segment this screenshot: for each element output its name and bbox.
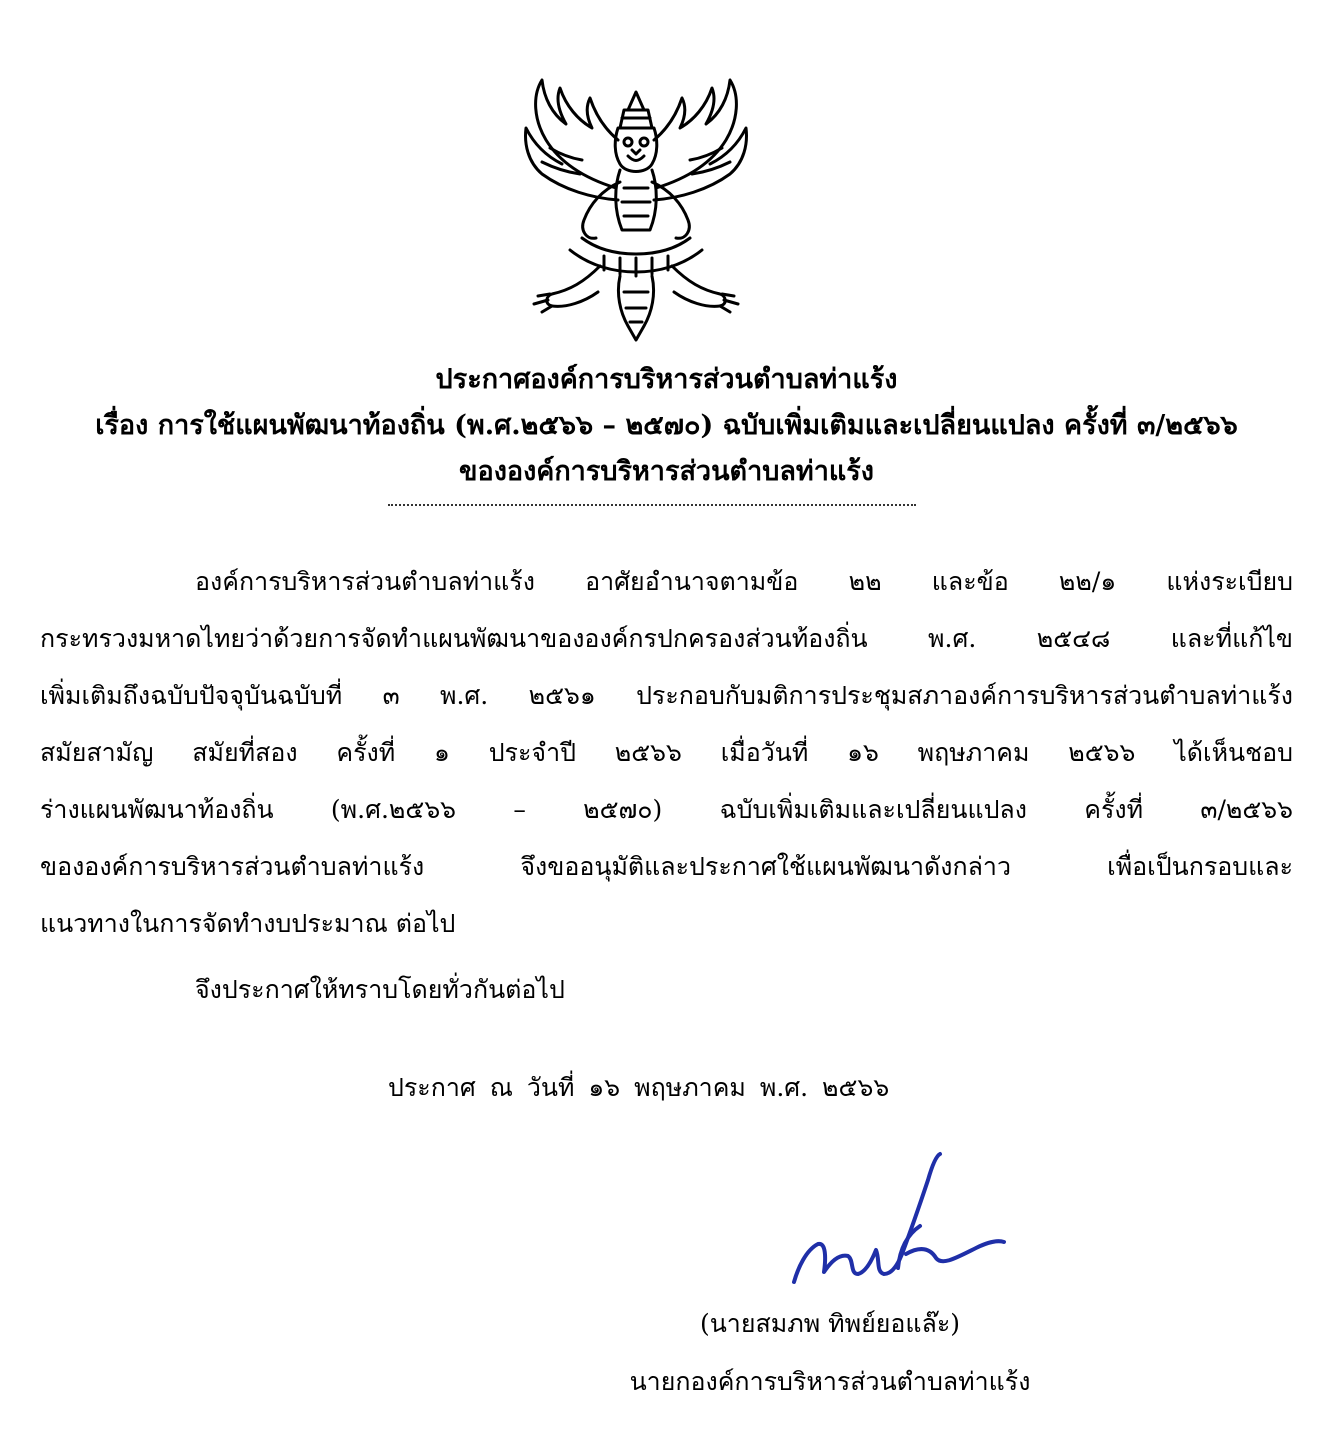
signer-title: นายกองค์การบริหารส่วนตำบลท่าแร้ง: [629, 1367, 1031, 1396]
announcement-subject: เรื่อง การใช้แผนพัฒนาท้องถิ่น (พ.ศ.๒๕๖๖ – ๒๕๗๐) ฉบับเพิ่มเติมและเปลี่ยนแปลง ครั้งที่ ๓/๒๕๖๖: [95, 410, 1238, 441]
body-paragraph-line: ขององค์การบริหารส่วนตำบลท่าแร้ง จึงขออนุมัติและประกาศใช้แผนพัฒนาดังกล่าว เพื่อเป็นกรอบและ: [40, 852, 1293, 881]
announcement-date: ประกาศ ณ วันที่ ๑๖ พฤษภาคม พ.ศ. ๒๕๖๖: [388, 1073, 890, 1102]
body-paragraph-line: องค์การบริหารส่วนตำบลท่าแร้ง อาศัยอำนาจตามข้อ ๒๒ และข้อ ๒๒/๑ แห่งระเบียบ: [195, 567, 1293, 596]
announcement-title: ประกาศองค์การบริหารส่วนตำบลท่าแร้ง: [435, 364, 898, 395]
title-separator: [388, 504, 916, 506]
handwritten-signature: [780, 1150, 1020, 1300]
body-paragraph-line: แนวทางในการจัดทำงบประมาณ ต่อไป: [40, 909, 456, 938]
body-paragraph-line: เพิ่มเติมถึงฉบับปัจจุบันฉบับที่ ๓ พ.ศ. ๒๕๖๑ ประกอบกับมติการประชุมสภาองค์การบริหารส่วนตำบลท่าแร้ง: [40, 681, 1293, 710]
signer-name: (นายสมภพ ทิพย์ยอแล๊ะ): [699, 1309, 961, 1338]
body-paragraph-line: สมัยสามัญ สมัยที่สอง ครั้งที่ ๑ ประจำปี ๒๕๖๖ เมื่อวันที่ ๑๖ พฤษภาคม ๒๕๖๖ ได้เห็นชอบ: [40, 738, 1293, 767]
body-paragraph-line: ร่างแผนพัฒนาท้องถิ่น (พ.ศ.๒๕๖๖ – ๒๕๗๐) ฉบับเพิ่มเติมและเปลี่ยนแปลง ครั้งที่ ๓/๒๕๖๖: [40, 795, 1293, 824]
body-paragraph-line: กระทรวงมหาดไทยว่าด้วยการจัดทำแผนพัฒนาขององค์กรปกครองส่วนท้องถิ่น พ.ศ. ๒๕๔๘ และที่แก้ไข: [40, 624, 1293, 653]
closing-statement: จึงประกาศให้ทราบโดยทั่วกันต่อไป: [195, 975, 565, 1004]
garuda-emblem-icon: [520, 70, 752, 348]
announcement-issuer: ขององค์การบริหารส่วนตำบลท่าแร้ง: [459, 456, 874, 487]
